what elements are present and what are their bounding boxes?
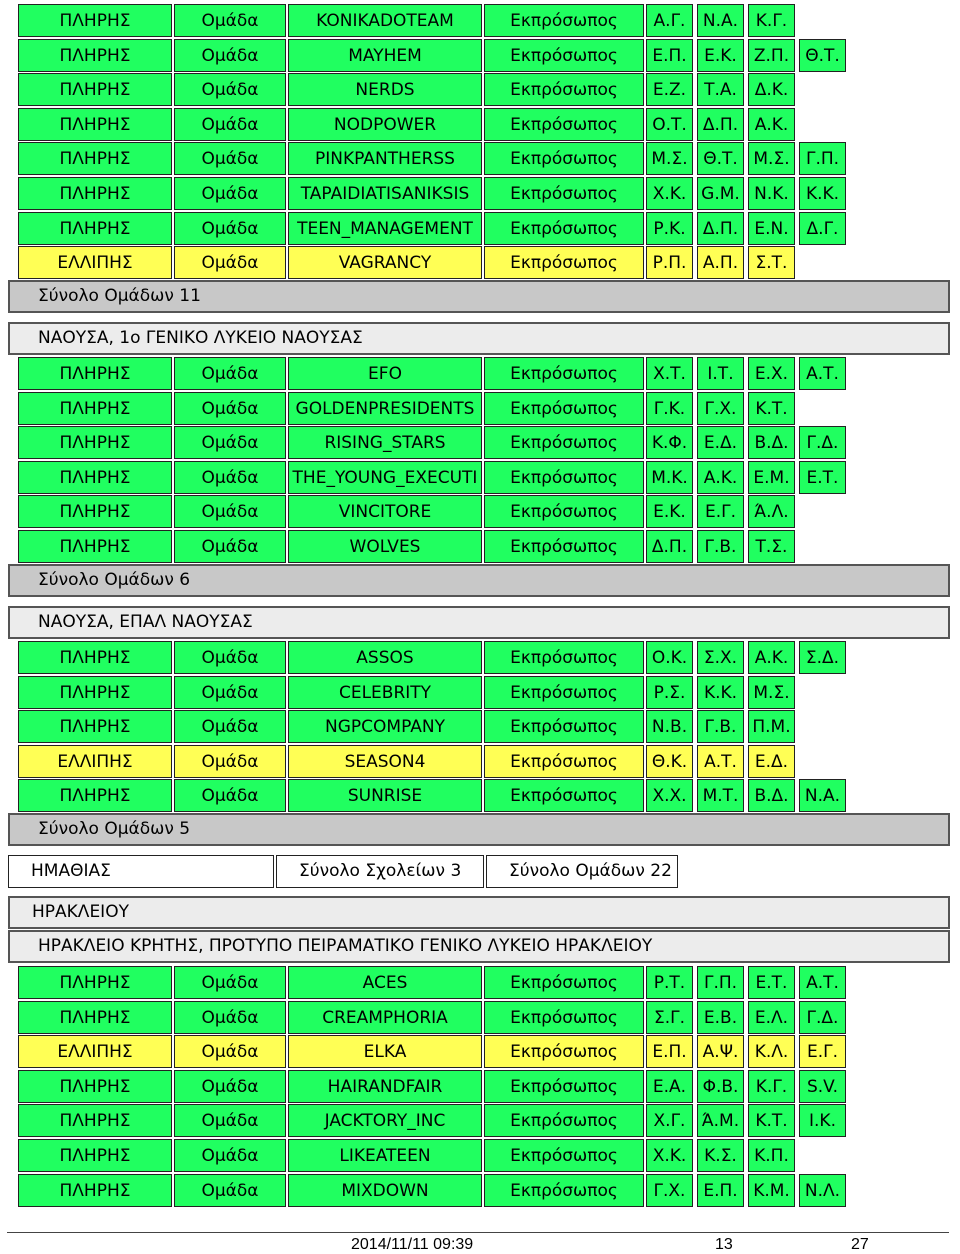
- member-initials: Ο.Κ.: [646, 641, 693, 674]
- representative-label: Εκπρόσωπος: [484, 1139, 644, 1172]
- team-label: Ομάδα: [174, 966, 286, 999]
- team-status: ΠΛΗΡΗΣ: [18, 1139, 172, 1172]
- member-initials: Ρ.Κ.: [646, 212, 693, 245]
- team-row: [18, 1139, 850, 1172]
- team-status: ΕΛΛΙΠΗΣ: [18, 1035, 172, 1068]
- member-initials: Γ.Δ.: [799, 1001, 846, 1034]
- representative-label: Εκπρόσωπος: [484, 779, 644, 812]
- team-row: [18, 73, 850, 106]
- member-initials: Α.Τ.: [799, 357, 846, 390]
- member-initials: Π.Μ.: [748, 710, 795, 743]
- team-count-value: 22: [650, 861, 672, 881]
- member-initials: Γ.Π.: [799, 142, 846, 175]
- team-label: Ομάδα: [174, 745, 286, 778]
- member-initials: Κ.Γ.: [748, 1070, 795, 1103]
- member-initials: Δ.Π.: [697, 108, 744, 141]
- member-initials: Β.Δ.: [748, 779, 795, 812]
- member-initials: Κ.Φ.: [646, 426, 693, 459]
- team-label: Ομάδα: [174, 108, 286, 141]
- member-initials: Ι.Κ.: [799, 1104, 846, 1137]
- team-status: ΠΛΗΡΗΣ: [18, 676, 172, 709]
- team-label: Ομάδα: [174, 461, 286, 494]
- team-row: [18, 177, 850, 210]
- representative-label: Εκπρόσωπος: [484, 426, 644, 459]
- member-initials: G.M.: [697, 177, 744, 210]
- summary-label: Σύνολο Ομάδων: [38, 570, 174, 590]
- footer-datetime: 2014/11/11 09:39: [351, 1236, 474, 1253]
- summary-label: Σύνολο Ομάδων: [38, 286, 174, 306]
- representative-label: Εκπρόσωπος: [484, 745, 644, 778]
- team-name: WOLVES: [288, 530, 482, 563]
- member-initials: Γ.Χ.: [697, 392, 744, 425]
- region-header: ΗΡΑΚΛΕΙΟΥ: [8, 896, 950, 929]
- member-initials: Μ.Σ.: [748, 676, 795, 709]
- member-initials: Τ.Σ.: [748, 530, 795, 563]
- team-name: THE_YOUNG_EXECUTI: [288, 461, 482, 494]
- team-label: Ομάδα: [174, 1139, 286, 1172]
- member-initials: Κ.Κ.: [697, 676, 744, 709]
- team-label: Ομάδα: [174, 1001, 286, 1034]
- team-row: [18, 357, 850, 390]
- member-initials: Δ.Π.: [697, 212, 744, 245]
- member-initials: Κ.Π.: [748, 1139, 795, 1172]
- team-name: ACES: [288, 966, 482, 999]
- representative-label: Εκπρόσωπος: [484, 177, 644, 210]
- team-row: [18, 1035, 850, 1068]
- member-initials: Μ.Σ.: [748, 142, 795, 175]
- representative-label: Εκπρόσωπος: [484, 108, 644, 141]
- team-status: ΠΛΗΡΗΣ: [18, 1174, 172, 1207]
- team-name: MIXDOWN: [288, 1174, 482, 1207]
- member-initials: Θ.Τ.: [799, 39, 846, 72]
- member-initials: Κ.Λ.: [748, 1035, 795, 1068]
- team-status: ΕΛΛΙΠΗΣ: [18, 246, 172, 279]
- team-name: NODPOWER: [288, 108, 482, 141]
- member-initials: Ε.Β.: [697, 1001, 744, 1034]
- member-initials: Ε.Κ.: [646, 495, 693, 528]
- team-row: [18, 1001, 850, 1034]
- member-initials: Ρ.Τ.: [646, 966, 693, 999]
- member-initials: Ν.Κ.: [748, 177, 795, 210]
- member-initials: Ρ.Π.: [646, 246, 693, 279]
- member-initials: Ζ.Π.: [748, 39, 795, 72]
- team-label: Ομάδα: [174, 1174, 286, 1207]
- representative-label: Εκπρόσωπος: [484, 392, 644, 425]
- team-status: ΠΛΗΡΗΣ: [18, 4, 172, 37]
- team-status: ΠΛΗΡΗΣ: [18, 1104, 172, 1137]
- member-initials: Ν.Α.: [697, 4, 744, 37]
- member-initials: Ε.Γ.: [799, 1035, 846, 1068]
- representative-label: Εκπρόσωπος: [484, 246, 644, 279]
- member-initials: Ι.Τ.: [697, 357, 744, 390]
- member-initials: Σ.Δ.: [799, 641, 846, 674]
- team-status: ΠΛΗΡΗΣ: [18, 1070, 172, 1103]
- representative-label: Εκπρόσωπος: [484, 39, 644, 72]
- representative-label: Εκπρόσωπος: [484, 641, 644, 674]
- member-initials: Θ.Κ.: [646, 745, 693, 778]
- school-header: ΝΑΟΥΣΑ, ΕΠΑΛ ΝΑΟΥΣΑΣ: [8, 606, 950, 639]
- member-initials: Α.Π.: [697, 246, 744, 279]
- member-initials: Ρ.Σ.: [646, 676, 693, 709]
- team-name: HAIRANDFAIR: [288, 1070, 482, 1103]
- team-name: RISING_STARS: [288, 426, 482, 459]
- team-label: Ομάδα: [174, 426, 286, 459]
- member-initials: Μ.Σ.: [646, 142, 693, 175]
- member-initials: Γ.Β.: [697, 710, 744, 743]
- team-status: ΠΛΗΡΗΣ: [18, 779, 172, 812]
- member-initials: Χ.Τ.: [646, 357, 693, 390]
- member-initials: S.V.: [799, 1070, 846, 1103]
- member-initials: Σ.Γ.: [646, 1001, 693, 1034]
- team-row: [18, 1070, 850, 1103]
- member-initials: Γ.Χ.: [646, 1174, 693, 1207]
- team-status: ΠΛΗΡΗΣ: [18, 108, 172, 141]
- team-label: Ομάδα: [174, 39, 286, 72]
- member-initials: Α.Ψ.: [697, 1035, 744, 1068]
- team-name: TAPAIDIATISANIKSIS: [288, 177, 482, 210]
- representative-label: Εκπρόσωπος: [484, 357, 644, 390]
- team-row: [18, 966, 850, 999]
- member-initials: Φ.Β.: [697, 1070, 744, 1103]
- representative-label: Εκπρόσωπος: [484, 1104, 644, 1137]
- member-initials: Χ.Γ.: [646, 1104, 693, 1137]
- representative-label: Εκπρόσωπος: [484, 1174, 644, 1207]
- member-initials: Τ.Α.: [697, 73, 744, 106]
- team-row: [18, 710, 850, 743]
- team-status: ΠΛΗΡΗΣ: [18, 710, 172, 743]
- summary-count: 5: [179, 819, 191, 839]
- team-status: ΠΛΗΡΗΣ: [18, 495, 172, 528]
- team-status: ΠΛΗΡΗΣ: [18, 461, 172, 494]
- team-label: Ομάδα: [174, 392, 286, 425]
- team-name: MAYHEM: [288, 39, 482, 72]
- representative-label: Εκπρόσωπος: [484, 1070, 644, 1103]
- member-initials: Σ.Τ.: [748, 246, 795, 279]
- team-name: VAGRANCY: [288, 246, 482, 279]
- team-name: LIKEATEEN: [288, 1139, 482, 1172]
- team-status: ΠΛΗΡΗΣ: [18, 212, 172, 245]
- school-header: ΝΑΟΥΣΑ, 1ο ΓΕΝΙΚΟ ΛΥΚΕΙΟ ΝΑΟΥΣΑΣ: [8, 322, 950, 355]
- representative-label: Εκπρόσωπος: [484, 495, 644, 528]
- team-label: Ομάδα: [174, 530, 286, 563]
- region-total-row: [8, 855, 678, 888]
- member-initials: Ν.Β.: [646, 710, 693, 743]
- member-initials: Ε.Τ.: [799, 461, 846, 494]
- team-row: [18, 495, 850, 528]
- team-name: TEEN_MANAGEMENT: [288, 212, 482, 245]
- representative-label: Εκπρόσωπος: [484, 530, 644, 563]
- page-footer: [7, 1232, 949, 1253]
- member-initials: Α.Κ.: [748, 641, 795, 674]
- team-row: [18, 641, 850, 674]
- member-initials: Ν.Λ.: [799, 1174, 846, 1207]
- member-initials: Α.Γ.: [646, 4, 693, 37]
- team-name: VINCITORE: [288, 495, 482, 528]
- member-initials: Α.Κ.: [748, 108, 795, 141]
- region-total-name: ΗΜΑΘΙΑΣ: [8, 855, 274, 888]
- team-label: Ομάδα: [174, 73, 286, 106]
- member-initials: Ε.Π.: [697, 1174, 744, 1207]
- member-initials: Ά.Μ.: [697, 1104, 744, 1137]
- team-name: JACKTORY_INC: [288, 1104, 482, 1137]
- representative-label: Εκπρόσωπος: [484, 1035, 644, 1068]
- team-row: [18, 392, 850, 425]
- team-name: KONIKADOTEAM: [288, 4, 482, 37]
- member-initials: Α.Τ.: [697, 745, 744, 778]
- team-name: CREAMPHORIA: [288, 1001, 482, 1034]
- member-initials: Γ.Β.: [697, 530, 744, 563]
- team-status: ΠΛΗΡΗΣ: [18, 966, 172, 999]
- footer-total-pages: 27: [851, 1236, 869, 1253]
- team-row: [18, 1104, 850, 1137]
- team-status: ΠΛΗΡΗΣ: [18, 426, 172, 459]
- team-label: Ομάδα: [174, 495, 286, 528]
- team-label: Ομάδα: [174, 779, 286, 812]
- team-label: Ομάδα: [174, 4, 286, 37]
- member-initials: Δ.Γ.: [799, 212, 846, 245]
- team-row: [18, 142, 850, 175]
- team-name: NGPCOMPANY: [288, 710, 482, 743]
- team-status: ΠΛΗΡΗΣ: [18, 73, 172, 106]
- member-initials: Ε.Δ.: [748, 745, 795, 778]
- team-row: [18, 4, 850, 37]
- team-status: ΠΛΗΡΗΣ: [18, 142, 172, 175]
- member-initials: Μ.Κ.: [646, 461, 693, 494]
- team-status: ΠΛΗΡΗΣ: [18, 641, 172, 674]
- member-initials: Ε.Π.: [646, 1035, 693, 1068]
- team-count-summary: [8, 280, 950, 313]
- team-row: [18, 246, 850, 279]
- team-count-summary: [8, 813, 950, 846]
- team-label: Ομάδα: [174, 357, 286, 390]
- team-name: CELEBRITY: [288, 676, 482, 709]
- summary-count: 11: [179, 286, 201, 306]
- representative-label: Εκπρόσωπος: [484, 4, 644, 37]
- team-count-label: Σύνολο Ομάδων: [509, 861, 645, 881]
- representative-label: Εκπρόσωπος: [484, 73, 644, 106]
- member-initials: Δ.Π.: [646, 530, 693, 563]
- summary-label: Σύνολο Ομάδων: [38, 819, 174, 839]
- member-initials: Ε.Γ.: [697, 495, 744, 528]
- representative-label: Εκπρόσωπος: [484, 966, 644, 999]
- summary-count: 6: [179, 570, 191, 590]
- member-initials: Α.Τ.: [799, 966, 846, 999]
- team-count-summary: [8, 564, 950, 597]
- member-initials: Χ.Κ.: [646, 1139, 693, 1172]
- team-status: ΠΛΗΡΗΣ: [18, 357, 172, 390]
- team-status: ΠΛΗΡΗΣ: [18, 39, 172, 72]
- team-label: Ομάδα: [174, 1070, 286, 1103]
- member-initials: Ε.Π.: [646, 39, 693, 72]
- team-row: [18, 39, 850, 72]
- member-initials: Γ.Δ.: [799, 426, 846, 459]
- member-initials: Ε.Χ.: [748, 357, 795, 390]
- team-status: ΠΛΗΡΗΣ: [18, 530, 172, 563]
- member-initials: Μ.Τ.: [697, 779, 744, 812]
- school-header: ΗΡΑΚΛΕΙΟ ΚΡΗΤΗΣ, ΠΡΟΤΥΠΟ ΠΕΙΡΑΜΑΤΙΚΟ ΓΕΝΙΚΟ ΛΥΚΕΙΟ ΗΡΑΚΛΕΙΟΥ: [8, 930, 950, 963]
- member-initials: Κ.Τ.: [748, 1104, 795, 1137]
- member-initials: Κ.Σ.: [697, 1139, 744, 1172]
- member-initials: Κ.Κ.: [799, 177, 846, 210]
- member-initials: Ε.Λ.: [748, 1001, 795, 1034]
- representative-label: Εκπρόσωπος: [484, 710, 644, 743]
- representative-label: Εκπρόσωπος: [484, 676, 644, 709]
- representative-label: Εκπρόσωπος: [484, 212, 644, 245]
- member-initials: Γ.Κ.: [646, 392, 693, 425]
- school-count-label: Σύνολο Σχολείων: [299, 861, 446, 881]
- region-school-count: [276, 855, 484, 888]
- team-row: [18, 530, 850, 563]
- team-name: NERDS: [288, 73, 482, 106]
- member-initials: Ε.Κ.: [697, 39, 744, 72]
- member-initials: Δ.Κ.: [748, 73, 795, 106]
- team-status: ΠΛΗΡΗΣ: [18, 177, 172, 210]
- member-initials: Β.Δ.: [748, 426, 795, 459]
- member-initials: Κ.Γ.: [748, 4, 795, 37]
- member-initials: Σ.Χ.: [697, 641, 744, 674]
- team-name: ASSOS: [288, 641, 482, 674]
- team-row: [18, 676, 850, 709]
- member-initials: Ε.Μ.: [748, 461, 795, 494]
- member-initials: Ε.Ζ.: [646, 73, 693, 106]
- member-initials: Ε.Α.: [646, 1070, 693, 1103]
- team-label: Ομάδα: [174, 212, 286, 245]
- team-status: ΠΛΗΡΗΣ: [18, 1001, 172, 1034]
- team-row: [18, 461, 850, 494]
- team-name: PINKPANTHERSS: [288, 142, 482, 175]
- team-label: Ομάδα: [174, 142, 286, 175]
- representative-label: Εκπρόσωπος: [484, 461, 644, 494]
- school-count-value: 3: [450, 861, 462, 881]
- team-label: Ομάδα: [174, 710, 286, 743]
- team-label: Ομάδα: [174, 1104, 286, 1137]
- team-label: Ομάδα: [174, 641, 286, 674]
- member-initials: Ε.Ν.: [748, 212, 795, 245]
- region-team-count: [486, 855, 678, 888]
- team-row: [18, 745, 850, 778]
- team-status: ΠΛΗΡΗΣ: [18, 392, 172, 425]
- team-row: [18, 1174, 850, 1207]
- member-initials: Κ.Μ.: [748, 1174, 795, 1207]
- member-initials: Χ.Χ.: [646, 779, 693, 812]
- team-status: ΕΛΛΙΠΗΣ: [18, 745, 172, 778]
- team-label: Ομάδα: [174, 246, 286, 279]
- team-name: GOLDENPRESIDENTS: [288, 392, 482, 425]
- member-initials: Κ.Τ.: [748, 392, 795, 425]
- member-initials: Ά.Λ.: [748, 495, 795, 528]
- team-row: [18, 212, 850, 245]
- team-row: [18, 108, 850, 141]
- team-name: SEASON4: [288, 745, 482, 778]
- member-initials: Χ.Κ.: [646, 177, 693, 210]
- member-initials: Ν.Α.: [799, 779, 846, 812]
- team-row: [18, 426, 850, 459]
- representative-label: Εκπρόσωπος: [484, 1001, 644, 1034]
- member-initials: Α.Κ.: [697, 461, 744, 494]
- team-row: [18, 779, 850, 812]
- team-name: SUNRISE: [288, 779, 482, 812]
- team-name: EFO: [288, 357, 482, 390]
- member-initials: Ε.Δ.: [697, 426, 744, 459]
- team-label: Ομάδα: [174, 1035, 286, 1068]
- team-label: Ομάδα: [174, 676, 286, 709]
- member-initials: Ε.Τ.: [748, 966, 795, 999]
- team-label: Ομάδα: [174, 177, 286, 210]
- member-initials: Γ.Π.: [697, 966, 744, 999]
- team-name: ELKA: [288, 1035, 482, 1068]
- member-initials: Ο.Τ.: [646, 108, 693, 141]
- member-initials: Θ.Τ.: [697, 142, 744, 175]
- footer-page-number: 13: [715, 1236, 733, 1253]
- representative-label: Εκπρόσωπος: [484, 142, 644, 175]
